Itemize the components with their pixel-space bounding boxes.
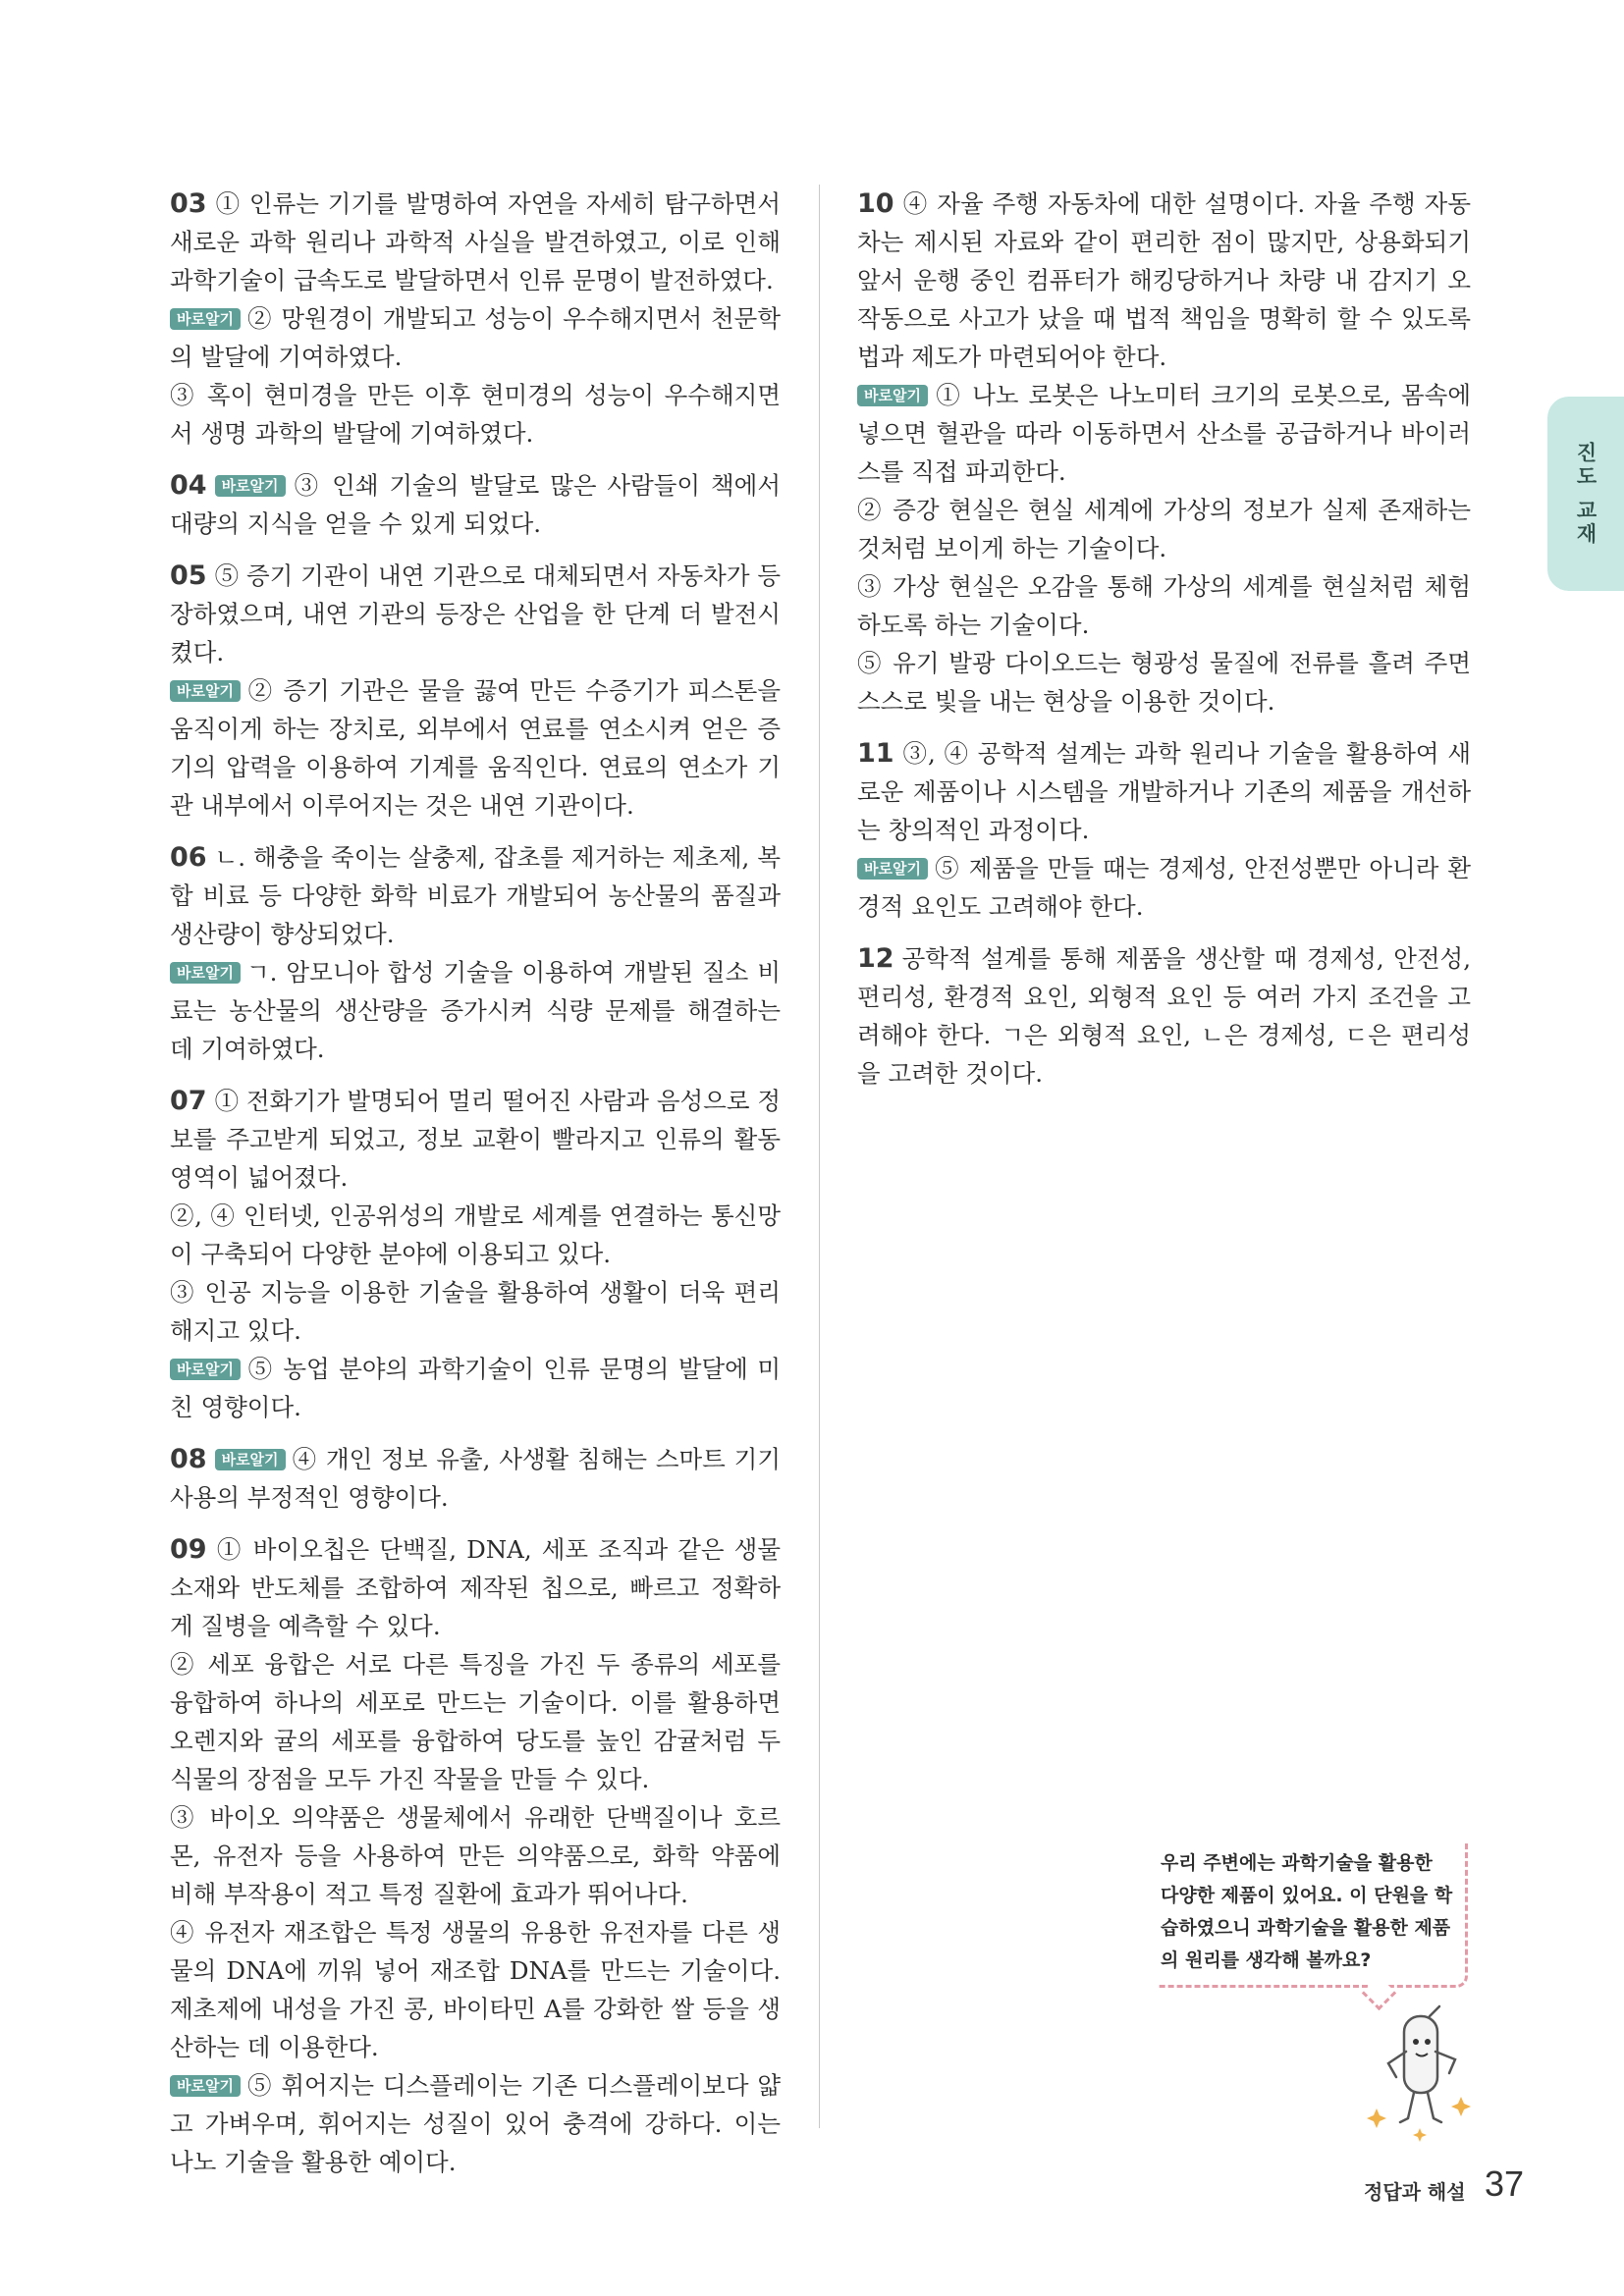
answer-text: ④ 개인 정보 유출, 사생활 침해는 스마트 기기 사용의 부정적인 영향이다. — [170, 1445, 781, 1512]
question-number: 04 — [170, 470, 207, 501]
answer-paragraph — [170, 1913, 781, 2066]
answer-paragraph — [857, 644, 1471, 721]
question-number: 11 — [857, 738, 894, 769]
answer-text: ① 바이오칩은 단백질, DNA, 세포 조직과 같은 생물 소재와 반도체를 조합하여 제작된 칩으로, 빠르고 정확하게 질병을 예측할 수 있다. — [170, 1535, 781, 1640]
answer-text: 공학적 설계를 통해 제품을 생산할 때 경제성, 안전성, 편리성, 환경적 요인, 외형적 요인 등 여러 가지 조건을 고려해야 한다. ㄱ은 외형적 요인, ㄴ은 경제성, ㄷ은 편리성을 고려한 것이다. — [857, 944, 1471, 1088]
correction-badge: 바로알기 — [170, 680, 241, 702]
answer-paragraph — [170, 671, 781, 825]
answer-text: ③, ④ 공학적 설계는 과학 원리나 기술을 활용하여 새로운 제품이나 시스템을 개발하거나 기존의 제품을 개선하는 창의적인 과정이다. — [857, 739, 1471, 844]
question-number: 10 — [857, 188, 894, 219]
question-number: 03 — [170, 188, 207, 219]
question-number: 12 — [857, 943, 894, 974]
question-number: 08 — [170, 1444, 207, 1474]
answer-text: ⑤ 증기 기관이 내연 기관으로 대체되면서 자동차가 등장하였으며, 내연 기관의 등장은 산업을 한 단계 더 발전시켰다. — [170, 561, 781, 667]
answer-text: ② 망원경이 개발되고 성능이 우수해지면서 천문학의 발달에 기여하였다. — [170, 304, 781, 371]
answer-item — [170, 466, 781, 543]
answer-text: ① 나노 로봇은 나노미터 크기의 로봇으로, 몸속에 넣으면 혈관을 따라 이동하면서 산소를 공급하거나 바이러스를 직접 파괴한다. — [857, 381, 1471, 486]
answer-text: ⑤ 휘어지는 디스플레이는 기존 디스플레이보다 얇고 가벼우며, 휘어지는 성질이 있어 충격에 강하다. 이는 나노 기술을 활용한 예이다. — [170, 2071, 781, 2176]
question-number: 06 — [170, 842, 207, 873]
answer-paragraph — [170, 1082, 781, 1197]
correction-badge: 바로알기 — [170, 308, 241, 330]
correction-badge: 바로알기 — [857, 858, 928, 880]
answer-paragraph — [857, 185, 1471, 376]
answer-item — [170, 557, 781, 825]
answer-paragraph — [170, 1645, 781, 1798]
answer-paragraph — [170, 953, 781, 1068]
answer-paragraph — [170, 299, 781, 376]
answer-text: ㄱ. 암모니아 합성 기술을 이용하여 개발된 질소 비료는 농산물의 생산량을 증가시켜 식량 문제를 해결하는 데 기여하였다. — [170, 958, 781, 1063]
answer-text: ㄴ. 해충을 죽이는 살충제, 잡초를 제거하는 제초제, 복합 비료 등 다양한 화학 비료가 개발되어 농산물의 품질과 생산량이 향상되었다. — [170, 843, 781, 948]
answer-paragraph — [170, 1197, 781, 1273]
answer-text: ② 증기 기관은 물을 끓여 만든 수증기가 피스톤을 움직이게 하는 장치로, 외부에서 연료를 연소시켜 얻은 증기의 압력을 이용하여 기계를 움직인다. 연료의 연소가 기관 내부에서 이루어지는 것은 내연 기관이다. — [170, 676, 781, 820]
answer-text: ③ 혹이 현미경을 만든 이후 현미경의 성능이 우수해지면서 생명 과학의 발달에 기여하였다. — [170, 381, 781, 448]
answer-text: ① 인류는 기기를 발명하여 자연을 자세히 탐구하면서 새로운 과학 원리나 과학적 사실을 발견하였고, 이로 인해 과학기술이 급속도로 발달하면서 인류 문명이 발전하였다. — [170, 189, 781, 294]
answer-paragraph — [170, 376, 781, 453]
answer-text: ③ 바이오 의약품은 생물체에서 유래한 단백질이나 호르몬, 유전자 등을 사용하여 만든 의약품으로, 화학 약품에 비해 부작용이 적고 특정 질환에 효과가 뛰어나다. — [170, 1803, 781, 1908]
answer-paragraph — [170, 466, 781, 543]
answer-text: ⑤ 농업 분야의 과학기술이 인류 문명의 발달에 미친 영향이다. — [170, 1355, 781, 1421]
correction-badge: 바로알기 — [215, 475, 286, 497]
correction-badge: 바로알기 — [857, 385, 928, 406]
answer-paragraph — [857, 491, 1471, 567]
answer-paragraph — [170, 1530, 781, 1645]
answer-paragraph — [170, 557, 781, 671]
answer-text: ② 증강 현실은 현실 세계에 가상의 정보가 실제 존재하는 것처럼 보이게 하는 기술이다. — [857, 496, 1471, 562]
answer-paragraph — [170, 2066, 781, 2181]
correction-badge: 바로알기 — [170, 962, 241, 984]
answer-paragraph — [170, 838, 781, 953]
answer-item — [170, 1530, 781, 2181]
answer-paragraph — [857, 567, 1471, 644]
answer-item — [857, 185, 1471, 721]
right-column — [857, 185, 1471, 1106]
answer-item — [857, 734, 1471, 926]
answer-paragraph — [170, 185, 781, 299]
left-column — [170, 185, 781, 2195]
answer-item — [170, 185, 781, 453]
answer-paragraph — [857, 939, 1471, 1093]
answer-text: ③ 가상 현실은 오감을 통해 가상의 세계를 현실처럼 체험하도록 하는 기술이다. — [857, 572, 1471, 639]
answer-paragraph — [170, 1273, 781, 1350]
answer-text: ⑤ 제품을 만들 때는 경제성, 안전성뿐만 아니라 환경적 요인도 고려해야 한다. — [857, 854, 1471, 921]
column-divider — [819, 185, 820, 2128]
answer-paragraph — [857, 734, 1471, 849]
answer-text: ③ 인쇄 기술의 발달로 많은 사람들이 책에서 대량의 지식을 얻을 수 있게 되었다. — [170, 471, 781, 538]
speech-bubble-text: 우리 주변에는 과학기술을 활용한 다양한 제품이 있어요. 이 단원을 학습하였으니 과학기술을 활용한 제품의 원리를 생각해 볼까요? — [1161, 1852, 1453, 1971]
answer-text: ②, ④ 인터넷, 인공위성의 개발로 세계를 연결하는 통신망이 구축되어 다양한 분야에 이용되고 있다. — [170, 1201, 781, 1268]
page-number: 37 — [1485, 2163, 1525, 2204]
question-number: 07 — [170, 1086, 207, 1116]
question-number: 09 — [170, 1534, 207, 1565]
answer-paragraph — [170, 1350, 781, 1426]
answer-text: ① 전화기가 발명되어 멀리 떨어진 사람과 음성으로 정보를 주고받게 되었고, 정보 교환이 빨라지고 인류의 활동 영역이 넓어졌다. — [170, 1087, 781, 1192]
answer-paragraph — [857, 376, 1471, 491]
side-tab-label: 진도 교재 — [1574, 441, 1597, 547]
answer-item — [170, 1440, 781, 1517]
answer-text: ④ 자율 주행 자동차에 대한 설명이다. 자율 주행 자동차는 제시된 자료와 같이 편리한 점이 많지만, 상용화되기 앞서 운행 중인 컴퓨터가 해킹당하거나 차량 내 감지기 오작동으로 사고가 났을 때 법적 책임을 명확히 할 수 있도록 법과 제도가 마련되어야 한다. — [857, 189, 1471, 371]
footer-label: 정답과 해설 — [1364, 2180, 1466, 2204]
side-tab[interactable] — [1547, 397, 1624, 591]
correction-badge: 바로알기 — [170, 1359, 241, 1380]
answer-text: ⑤ 유기 발광 다이오드는 형광성 물질에 전류를 흘려 주면 스스로 빛을 내는 현상을 이용한 것이다. — [857, 649, 1471, 716]
answer-text: ② 세포 융합은 서로 다른 특징을 가진 두 종류의 세포를 융합하여 하나의 세포로 만드는 기술이다. 이를 활용하면 오렌지와 귤의 세포를 융합하여 당도를 높인 감귤처럼 두 식물의 장점을 모두 가진 작물을 만들 수 있다. — [170, 1650, 781, 1793]
answer-item — [170, 1082, 781, 1426]
answer-item — [857, 939, 1471, 1093]
answer-item — [170, 838, 781, 1068]
correction-badge: 바로알기 — [215, 1449, 286, 1470]
robot-mascot-icon — [1363, 2002, 1481, 2142]
answer-paragraph — [170, 1440, 781, 1517]
answer-paragraph — [857, 849, 1471, 926]
answer-text: ④ 유전자 재조합은 특정 생물의 유용한 유전자를 다른 생물의 DNA에 끼워 넣어 재조합 DNA를 만드는 기술이다. 제초제에 내성을 가진 콩, 바이타민 A를 강화한 쌀 등을 생산하는 데 이용한다. — [170, 1918, 781, 2061]
answer-paragraph — [170, 1798, 781, 1913]
answer-text: ③ 인공 지능을 이용한 기술을 활용하여 생활이 더욱 편리해지고 있다. — [170, 1278, 781, 1345]
question-number: 05 — [170, 561, 207, 591]
correction-badge: 바로알기 — [170, 2075, 241, 2097]
speech-bubble — [1159, 1843, 1468, 1988]
